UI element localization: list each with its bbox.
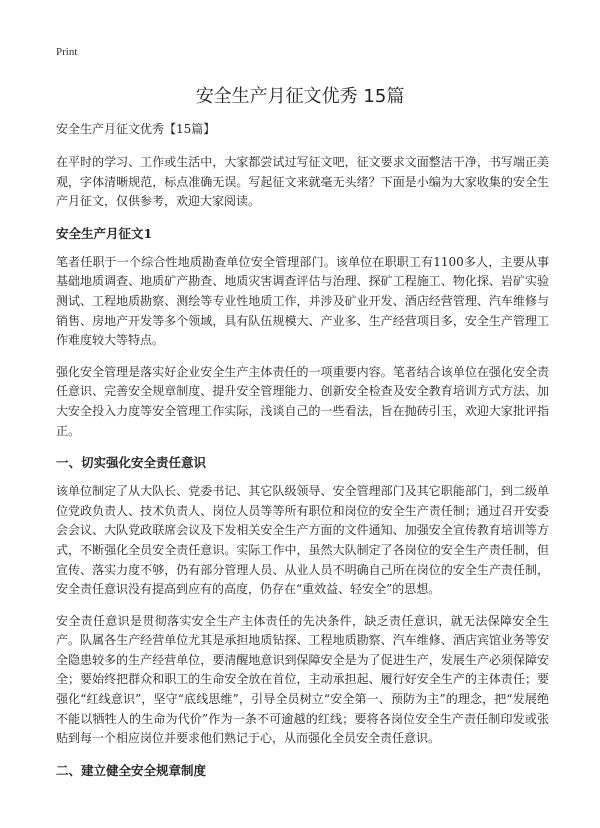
- essay-paragraph: 笔者任职于一个综合性地质勘查单位安全管理部门。该单位在职职工有1100多人，主要从事基础地质调查、地质矿产勘查、地质灾害调查评估与治理、探矿工程施工、物化探、岩矿实验测试、工程地质勘察、测绘等专业性地质工作，并涉及矿业开发、酒店经营管理、汽车维修与销售、房地产开发等多个领域，具有队伍规模大、产业多、生产经营项目多，安全生产管理工作难度较大等特点。: [56, 254, 549, 348]
- article-body: [56, 120, 549, 790]
- section-paragraph: 该单位制定了从大队长、党委书记、其它队级领导、安全管理部门及其它职能部门，到二级单位党政负责人、技术负责人、岗位人员等等所有职位和岗位的安全生产责任制；通过召开安委会会议、大队党政联席会议及下发相关安全生产方面的文件通知、加强安全宣传教育培训等方式，不断强化全员安全责任意识。实际工作中，虽然大队制定了各岗位的安全生产责任制，但宣传、落实力度不够，仍有部分管理人员、从业人员不明确自己所在岗位的安全生产责任制，安全责任意识没有提高到应有的高度，仍存在“重效益、轻安全”的思想。: [56, 484, 549, 597]
- section-paragraph: 安全责任意识是贯彻落实安全生产主体责任的先决条件，缺乏责任意识，就无法保障安全生产。队属各生产经营单位尤其是承担地质钻探、工程地质勘察、汽车维修、酒店宾馆业务等安全隐患较多的生产经营单位，要清醒地意识到保障安全是为了促进生产，发展生产必须保障安全；要始终把群众和职工的生命安全放在首位，主动承担起、履行好安全生产的主体责任；要强化“红线意识”，坚守“底线思维”，引导全员树立“安全第一、预防为主”的理念，把“发展绝不能以牺牲人的生命为代价”作为一条不可逾越的红线；要将各岗位安全生产责任制印发或张贴到每一个相应岗位并要求他们熟记于心，从而强化全员安全责任意识。: [56, 613, 549, 746]
- print-link[interactable]: Print: [56, 46, 78, 58]
- essay-paragraph: 强化安全管理是落实好企业安全生产主体责任的一项重要内容。笔者结合该单位在强化安全责任意识、完善安全规章制度、提升安全管理能力、创新安全检查及安全教育培训方式方法、加大安全投入力度等安全管理工作实际，浅谈自己的一些看法，旨在抛砖引玉，欢迎大家批评指正。: [56, 364, 549, 438]
- section-heading: 二、建立健全安全规章制度: [56, 762, 207, 778]
- intro-paragraph: 在平时的学习、工作或生活中，大家都尝试过写征文吧，征文要求文面整洁干净，书写端正美观，字体清晰规范，标点准确无误。写起征文来就毫无头绪？下面是小编为大家收集的安全生产月征文，仅供参考，欢迎大家阅读。: [56, 155, 549, 209]
- essay-heading: 安全生产月征文1: [56, 225, 153, 241]
- article-subtitle: 安全生产月征文优秀【15篇】: [56, 122, 216, 136]
- section-heading: 一、切实强化安全责任意识: [56, 455, 207, 471]
- page-title: 安全生产月征文优秀 15篇: [195, 86, 405, 107]
